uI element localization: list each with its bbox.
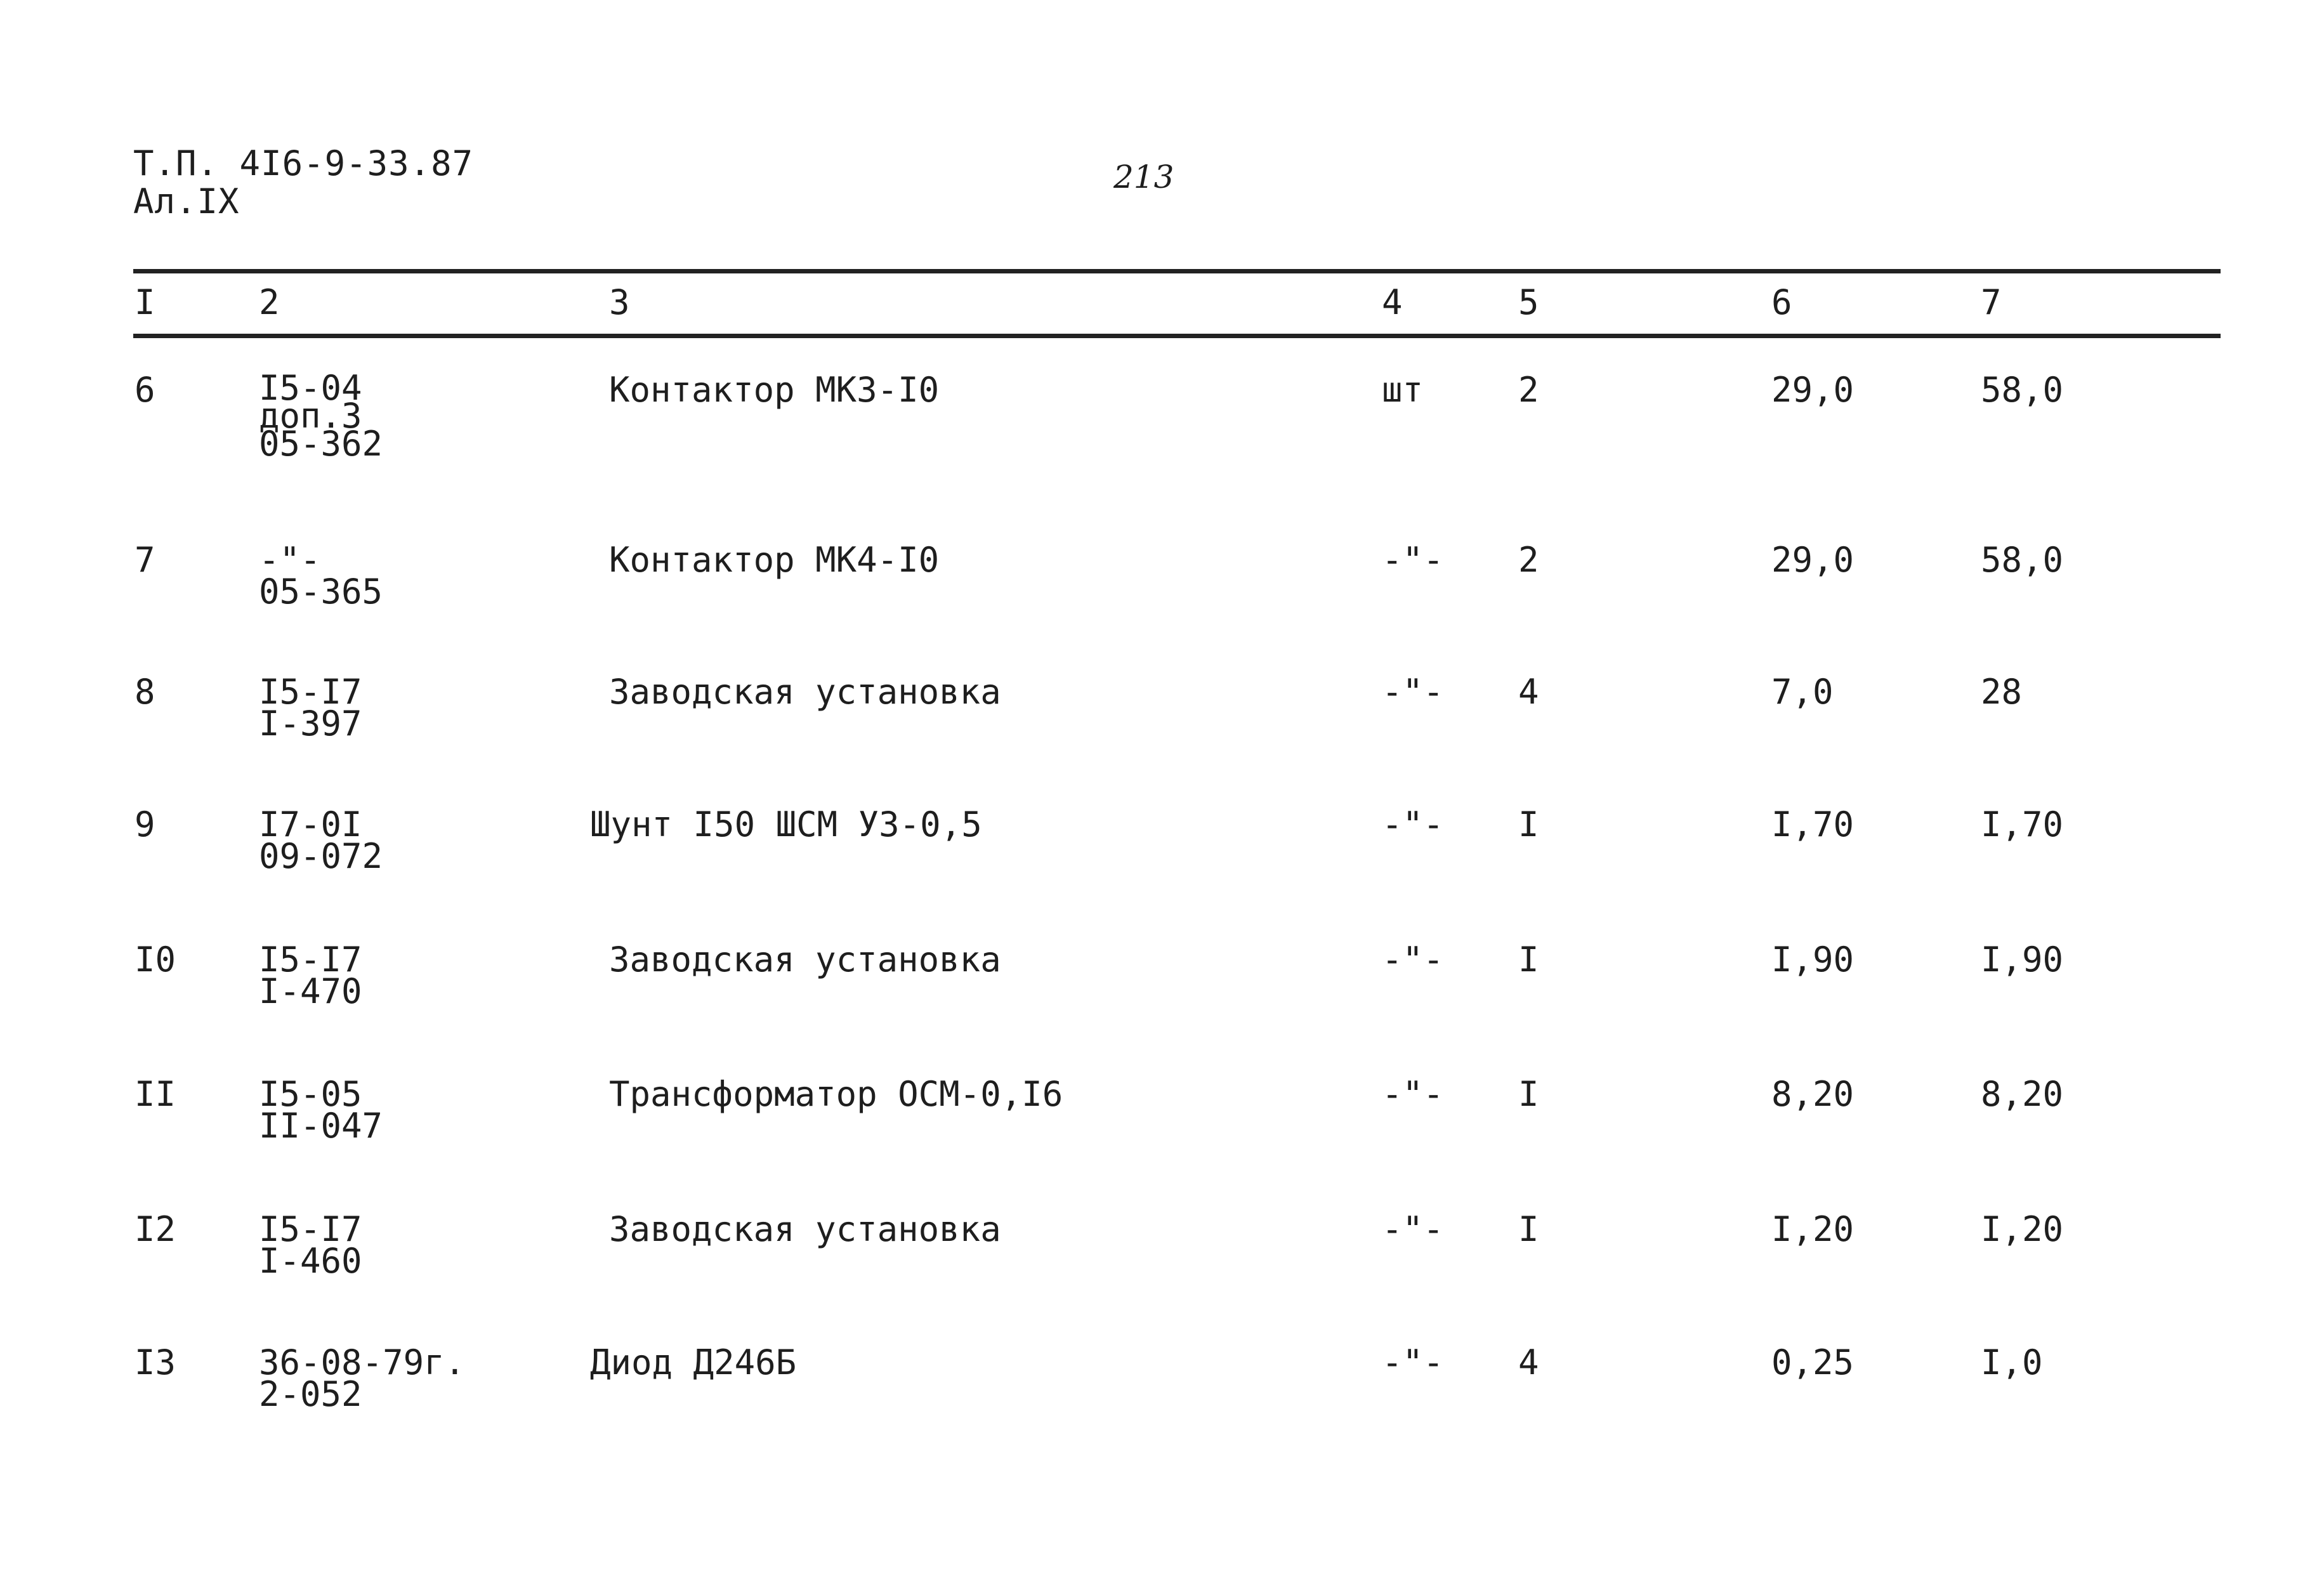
unit-price: I,70 <box>1771 804 1855 844</box>
total-price: 58,0 <box>1981 540 2064 580</box>
unit: шт <box>1382 370 1424 410</box>
item-name: Заводская установка <box>609 940 1001 980</box>
page-number: 213 <box>1113 159 1174 195</box>
unit-price: 29,0 <box>1771 540 1855 580</box>
total-price: I,70 <box>1981 804 2064 844</box>
price-code: -"- 05-365 <box>259 540 383 612</box>
column-header: I <box>135 282 155 322</box>
unit-price: 29,0 <box>1771 370 1855 410</box>
quantity: I <box>1518 1209 1539 1249</box>
doc-number: Т.П. 4I6-9-33.87 <box>133 143 474 183</box>
item-name: Контактор МК3-I0 <box>609 370 940 410</box>
document-header <box>133 145 473 221</box>
total-price: 58,0 <box>1981 370 2064 410</box>
item-name: Заводская установка <box>609 672 1001 712</box>
unit: -"- <box>1382 540 1444 580</box>
column-header: 3 <box>609 282 630 322</box>
unit: -"- <box>1382 804 1444 844</box>
price-code: 36-08-79г. 2-052 <box>259 1342 466 1414</box>
unit-price: 0,25 <box>1771 1342 1855 1382</box>
row-number: I0 <box>135 940 176 980</box>
quantity: 2 <box>1518 540 1539 580</box>
table-header-rule <box>133 334 2221 338</box>
unit-price: 8,20 <box>1771 1074 1855 1114</box>
total-price: 28 <box>1981 672 2023 712</box>
column-header: 6 <box>1771 282 1792 322</box>
quantity: 4 <box>1518 672 1539 712</box>
price-code: I5-I7 I-397 <box>259 672 362 744</box>
column-header: 4 <box>1382 282 1403 322</box>
price-code: I5-04 доп.3 05-362 <box>259 368 383 464</box>
price-code: I5-I7 I-460 <box>259 1209 362 1281</box>
row-number: 6 <box>135 370 155 410</box>
total-price: I,0 <box>1981 1342 2043 1382</box>
unit: -"- <box>1382 672 1444 712</box>
total-price: 8,20 <box>1981 1074 2064 1114</box>
row-number: I3 <box>135 1342 176 1382</box>
item-name: Заводская установка <box>609 1209 1001 1249</box>
total-price: I,20 <box>1981 1209 2064 1249</box>
quantity: I <box>1518 1074 1539 1114</box>
item-name: Диод Д246Б <box>590 1342 797 1382</box>
unit-price: I,20 <box>1771 1209 1855 1249</box>
album-label: Ал.IX <box>133 181 240 221</box>
row-number: 7 <box>135 540 155 580</box>
unit: -"- <box>1382 1074 1444 1114</box>
unit: -"- <box>1382 1342 1444 1382</box>
unit-price: 7,0 <box>1771 672 1834 712</box>
price-code: I5-05 II-047 <box>259 1074 383 1146</box>
quantity: I <box>1518 804 1539 844</box>
unit-price: I,90 <box>1771 940 1855 980</box>
unit: -"- <box>1382 1209 1444 1249</box>
item-name: Контактор МК4-I0 <box>609 540 940 580</box>
column-header: 2 <box>259 282 280 322</box>
item-name: Трансформатор ОСМ-0,I6 <box>609 1074 1063 1114</box>
row-number: II <box>135 1074 176 1114</box>
column-header: 7 <box>1981 282 2002 322</box>
item-name: Шунт I50 ШСМ У3-0,5 <box>590 804 982 844</box>
row-number: I2 <box>135 1209 176 1249</box>
price-code: I5-I7 I-470 <box>259 940 362 1011</box>
quantity: I <box>1518 940 1539 980</box>
table-top-rule <box>133 269 2221 273</box>
row-number: 8 <box>135 672 155 712</box>
row-number: 9 <box>135 804 155 844</box>
total-price: I,90 <box>1981 940 2064 980</box>
unit: -"- <box>1382 940 1444 980</box>
column-header: 5 <box>1518 282 1539 322</box>
quantity: 2 <box>1518 370 1539 410</box>
price-code: I7-0I 09-072 <box>259 804 383 876</box>
quantity: 4 <box>1518 1342 1539 1382</box>
